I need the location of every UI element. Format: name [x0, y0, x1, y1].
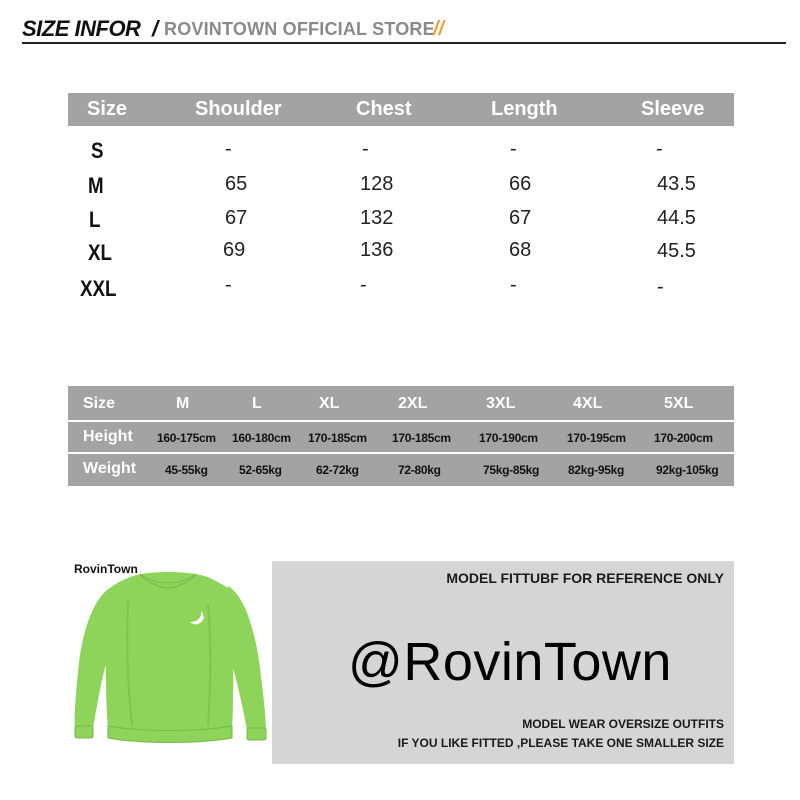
col-header-3xl: 3XL	[486, 395, 516, 412]
col-header-xl: XL	[319, 395, 340, 412]
col-header-chest: Chest	[356, 98, 412, 120]
col-header-l: L	[252, 395, 262, 412]
length-cell: -	[510, 274, 517, 296]
store-handle: @RovinTown	[348, 632, 672, 692]
col-header-shoulder: Shoulder	[195, 98, 282, 120]
weight-row	[68, 453, 734, 484]
height-cell: 170-185cm	[392, 431, 451, 445]
sleeve-cell: 45.5	[657, 240, 696, 262]
sleeve-cell: 43.5	[657, 173, 696, 195]
size-cell: XXL	[80, 276, 117, 301]
shoulder-cell: 69	[223, 239, 246, 261]
moon-icon	[186, 608, 208, 630]
col-header-size: Size	[83, 395, 116, 412]
length-cell: 66	[509, 173, 532, 195]
weight-label: Weight	[83, 460, 137, 477]
recommend-header-row	[68, 388, 734, 419]
size-cell: L	[89, 207, 101, 232]
table-row	[68, 169, 734, 204]
size-advice-note: IF YOU LIKE FITTED ,PLEASE TAKE ONE SMALLER SIZE	[397, 736, 724, 750]
sleeve-cell: -	[657, 276, 664, 298]
table-row	[68, 238, 734, 274]
sweatshirt-illustration	[68, 560, 268, 750]
length-cell: -	[510, 138, 517, 160]
shoulder-cell: -	[225, 138, 232, 160]
weight-cell: 52-65kg	[239, 463, 282, 477]
product-image	[68, 560, 268, 750]
table-row	[68, 274, 734, 309]
shoulder-cell: 67	[225, 207, 248, 229]
measurement-table	[68, 93, 734, 309]
size-cell: XL	[88, 240, 112, 265]
page-title: SIZE INFOR	[22, 16, 141, 41]
chest-cell: 132	[360, 207, 394, 229]
chest-cell: -	[360, 274, 367, 296]
col-header-2xl: 2XL	[398, 395, 428, 412]
table-row	[68, 204, 734, 238]
weight-cell: 72-80kg	[398, 463, 441, 477]
brand-label: RovinTown	[74, 562, 138, 576]
shoulder-cell: -	[225, 274, 232, 296]
height-row	[68, 421, 734, 452]
col-header-m: M	[176, 395, 190, 412]
reference-note: MODEL FITTUBF FOR REFERENCE ONLY	[446, 570, 724, 586]
measurement-table-header	[68, 93, 734, 126]
weight-cell: 92kg-105kg	[656, 463, 719, 477]
height-label: Height	[83, 428, 133, 445]
height-cell: 170-195cm	[567, 431, 626, 445]
sleeve-cell: -	[656, 138, 663, 160]
size-recommendation-table	[68, 386, 734, 486]
height-cell: 160-180cm	[232, 431, 291, 445]
height-cell: 170-185cm	[308, 431, 367, 445]
title-separator: /	[152, 16, 159, 41]
size-cell: S	[91, 138, 104, 163]
col-header-size: Size	[87, 98, 128, 120]
col-header-5xl: 5XL	[664, 395, 694, 412]
height-cell: 160-175cm	[157, 431, 216, 445]
info-panel	[272, 561, 734, 764]
page-header	[22, 14, 786, 44]
chest-cell: -	[362, 138, 369, 160]
col-header-4xl: 4XL	[573, 395, 603, 412]
height-cell: 170-190cm	[479, 431, 538, 445]
height-cell: 170-200cm	[654, 431, 713, 445]
length-cell: 68	[509, 239, 532, 261]
weight-cell: 82kg-95kg	[568, 463, 624, 477]
col-header-sleeve: Sleeve	[641, 98, 705, 120]
col-header-length: Length	[491, 98, 558, 120]
weight-cell: 62-72kg	[316, 463, 359, 477]
weight-cell: 75kg-85kg	[483, 463, 539, 477]
table-row	[68, 134, 734, 169]
chest-cell: 136	[360, 239, 394, 261]
sleeve-cell: 44.5	[657, 207, 696, 229]
size-cell: M	[88, 173, 104, 198]
weight-cell: 45-55kg	[165, 463, 208, 477]
header-divider	[22, 42, 786, 44]
chest-cell: 128	[360, 173, 394, 195]
shoulder-cell: 65	[225, 173, 248, 195]
store-name: ROVINTOWN OFFICIAL STORE	[164, 19, 435, 39]
length-cell: 67	[509, 207, 532, 229]
oversize-note: MODEL WEAR OVERSIZE OUTFITS	[522, 717, 724, 731]
header-accent-mark: //	[433, 18, 445, 40]
